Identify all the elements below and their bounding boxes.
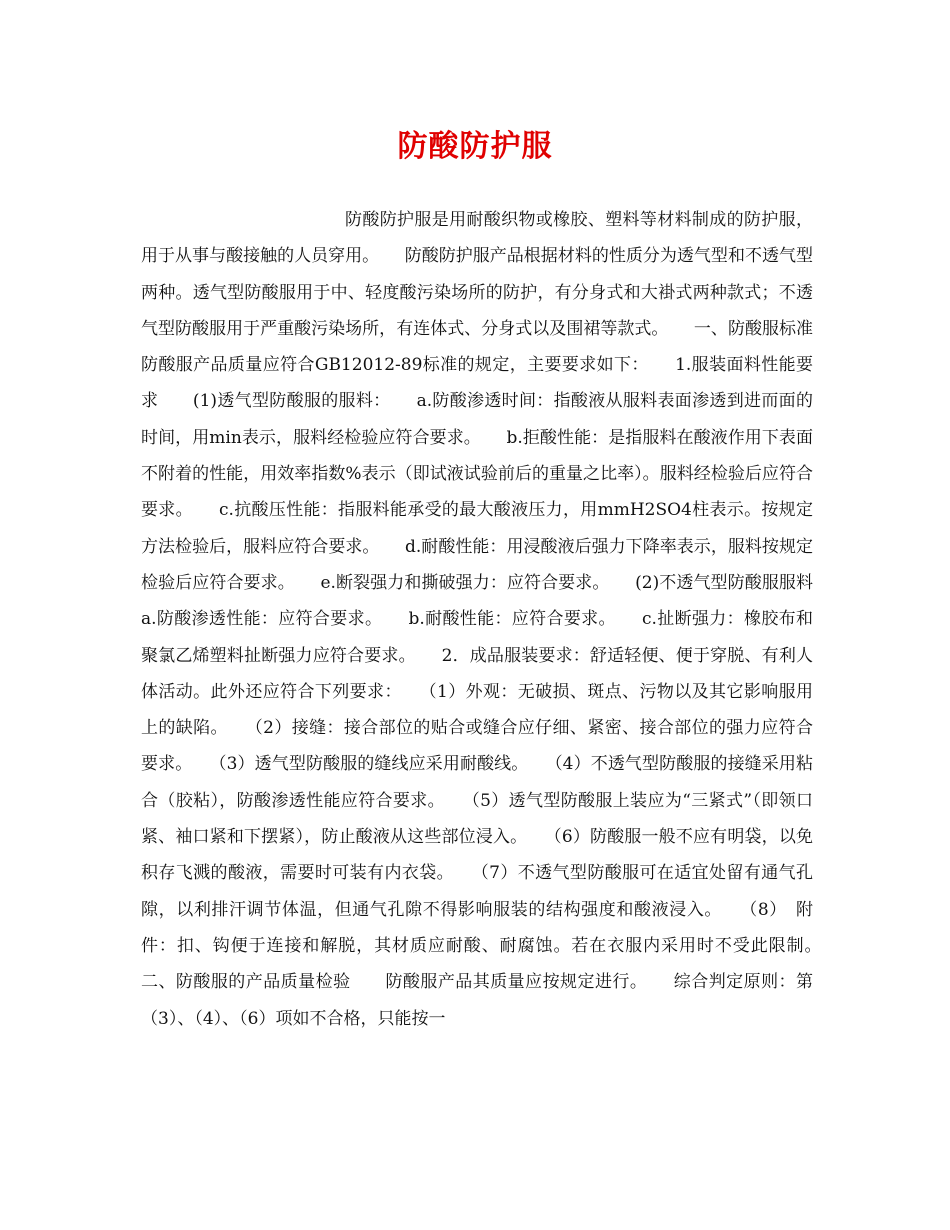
document-title: 防酸防护服 [397, 129, 553, 164]
document-body-paragraph: 防酸防护服是用耐酸织物或橡胶、塑料等材料制成的防护服，用于从事与酸接触的人员穿用。 防酸防护服产品根据材料的性质分为透气型和不透气型两种。透气型防酸服用于中、轻度酸污染场所的防护，有分身式和大褂式两种款式；不透气型防酸服用于严重酸污染场所，有连体式、分身式以及围裙等款式。 一、防酸服标准 防酸服产品质量应符合GB12012-89标准的规定，主要要求如下： 1.服装面料性能要求 (1)透气型防酸服的服料： a.防酸渗透时间：指酸液从服料表面渗透到进而面的时间，用min表示，服料经检验应符合要求。 b.拒酸性能：是指服料在酸液作用下表面不附着的性能，用效率指数%表示（即试液试验前后的重量之比率）。服料经检验后应符合要求。 c.抗酸压性能：指服料能承受的最大酸液压力，用mmH2SO4柱表示。按规定方法检验后，服料应符合要求。 d.耐酸性能：用浸酸液后强力下降率表示，服料按规定检验后应符合要求。 e.断裂强力和撕破强力：应符合要求。 (2)不透气型防酸服服料 a.防酸渗透性能：应符合要求。 b.耐酸性能：应符合要求。 c.扯断强力：橡胶布和聚氯乙烯塑料扯断强力应符合要求。 2．成品服装要求：舒适轻便、便于穿脱、有利人体活动。此外还应符合下列要求： （1）外观：无破损、斑点、污物以及其它影响服用上的缺陷。 （2）接缝：接合部位的贴合或缝合应仔细、紧密、接合部位的强力应符合要求。 （3）透气型防酸服的缝线应采用耐酸线。 （4）不透气型防酸服的接缝采用粘合（胶粘），防酸渗透性能应符合要求。 （5）透气型防酸服上装应为“三紧式”（即领口紧、袖口紧和下摆紧），防止酸液从这些部位浸入。 （6）防酸服一般不应有明袋，以免积存飞溅的酸液，需要时可装有内衣袋。 （7）不透气型防酸服可在适宜处留有通气孔隙，以利排汗调节体温，但通气孔隙不得影响服装的结构强度和酸液浸入。 （8） 附件：扣、钩便于连接和解脱，其材质应耐酸、耐腐蚀。若在衣服内采用时不受此限制。 二、防酸服的产品质量检验 防酸服产品其质量应按规定进行。 综合判定原则：第（3）、（4）、（6）项如不合格，只能按一 [141, 210, 847, 1029]
